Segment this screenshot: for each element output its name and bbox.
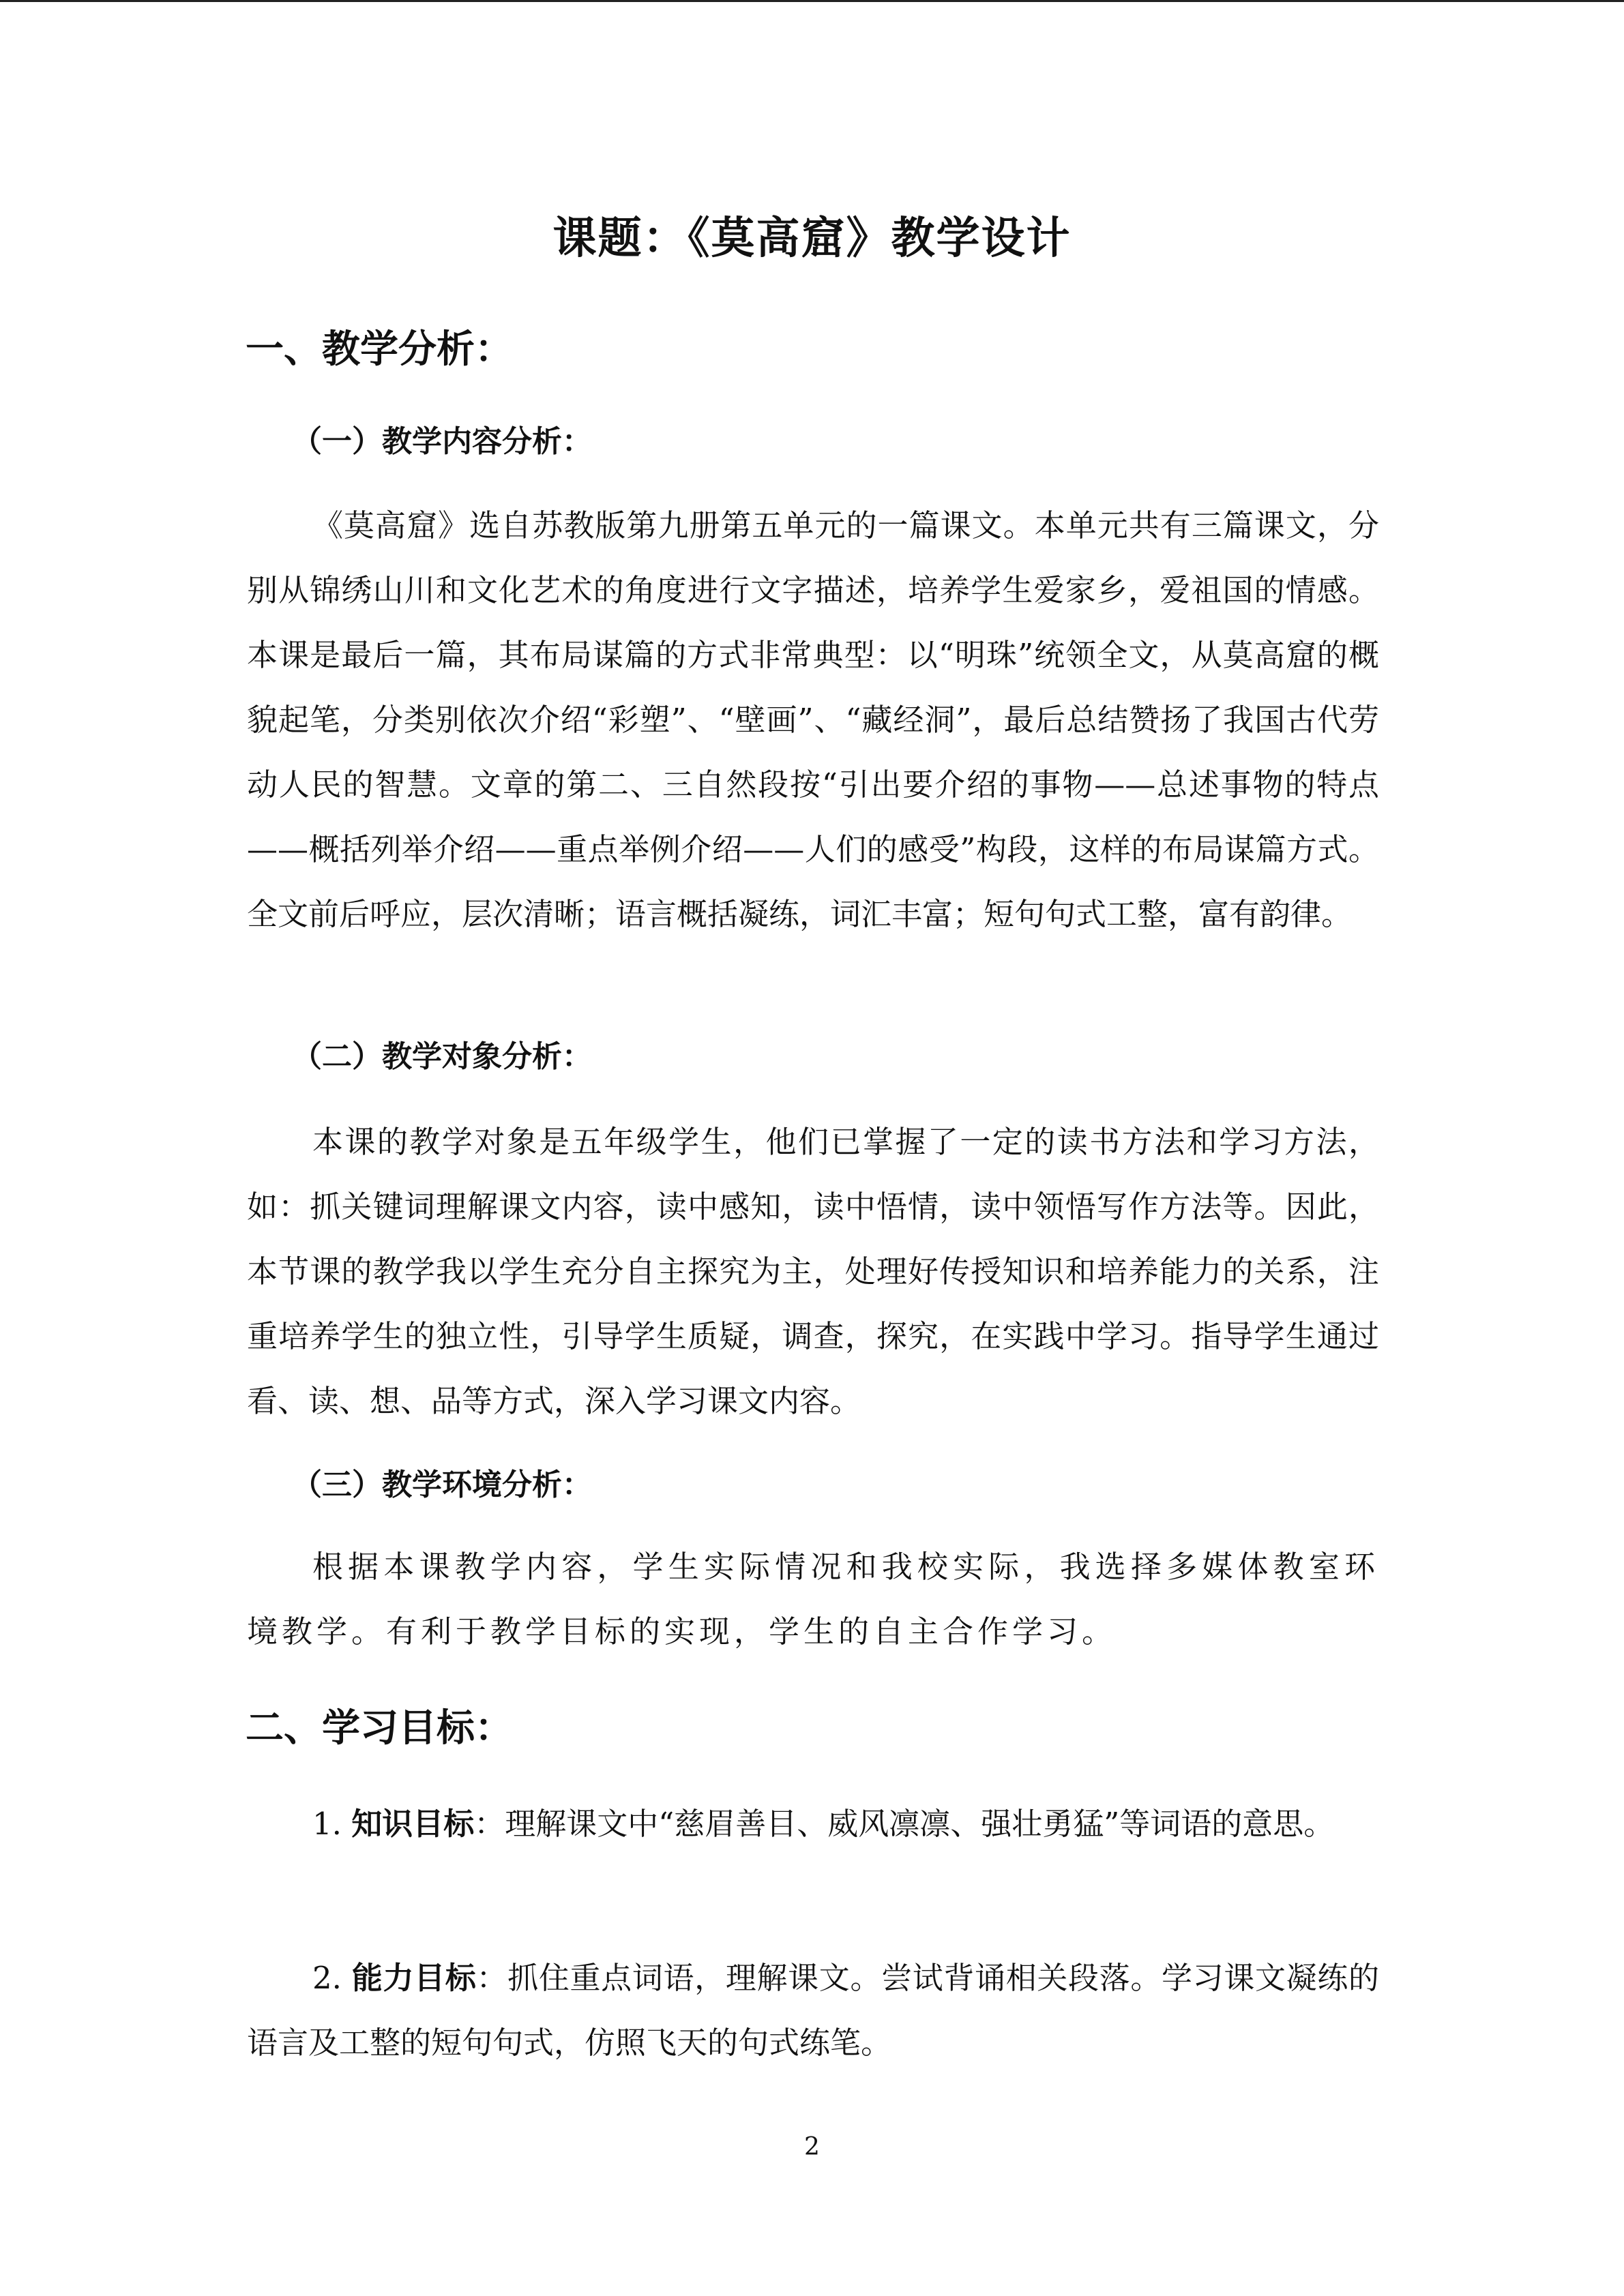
- objective-label: 能力目标: [351, 1960, 477, 1996]
- objective-label: 知识目标: [351, 1806, 475, 1842]
- objective-item-knowledge: [247, 1791, 1379, 1856]
- paragraph-content-analysis: 《莫高窟》选自苏教版第九册第五单元的一篇课文。本单元共有三篇课文，分别从锦绣山川和文化艺术的角度进行文字描述，培养学生爱家乡，爱祖国的情感。本课是最后一篇，其布局谋篇的方式非常典型：以“明珠”统领全文，从莫高窟的概貌起笔，分类别依次介绍“彩塑”、“壁画”、“藏经洞”，最后总结赞扬了我国古代劳动人民的智慧。文章的第二、三自然段按“引出要介绍的事物——总述事物的特点——概括列举介绍——重点举例介绍——人们的感受”构段，这样的布局谋篇方式。全文前后呼应，层次清晰；语言概括凝练，词汇丰富；短句句式工整，富有韵律。: [247, 507, 1379, 932]
- paragraph-environment-analysis: 根据本课教学内容，学生实际情况和我校实际，我选择多媒体教室环境教学。有利于教学目标的实现，学生的自主合作学习。: [247, 1549, 1379, 1650]
- objective-text: ：抓住重点词语，理解课文。尝试背诵相关段落。学习课文凝练的语言及工整的短句句式，仿照飞天的句式练笔。: [247, 1960, 1379, 2061]
- objective-item-ability: [247, 1945, 1379, 2075]
- paragraph-audience-analysis: 本课的教学对象是五年级学生，他们已掌握了一定的读书方法和学习方法，如：抓关键词理解课文内容，读中感知，读中悟情，读中领悟写作方法等。因此，本节课的教学我以学生充分自主探究为主，处理好传授知识和培养能力的关系，注重培养学生的独立性，引导学生质疑，调查，探究，在实践中学习。指导学生通过看、读、想、品等方式，深入学习课文内容。: [247, 1124, 1379, 1419]
- objective-number: 2.: [312, 1960, 342, 1996]
- subsection-heading-audience: （二）教学对象分析：: [292, 1039, 592, 1074]
- objective-number: 1.: [312, 1806, 342, 1842]
- section-heading-objectives: 二、学习目标：: [246, 1706, 513, 1750]
- objective-text: ：理解课文中“慈眉善目、威风凛凛、强壮勇猛”等词语的意思。: [474, 1806, 1335, 1842]
- page-number: 2: [804, 2133, 820, 2161]
- document-title: 课题：《莫高窟》教学设计: [552, 213, 1072, 264]
- section-heading-analysis: 一、教学分析：: [246, 327, 513, 372]
- subsection-heading-content: （一）教学内容分析：: [292, 424, 592, 459]
- top-border-line: [0, 0, 1624, 2]
- subsection-heading-environment: （三）教学环境分析：: [292, 1467, 592, 1502]
